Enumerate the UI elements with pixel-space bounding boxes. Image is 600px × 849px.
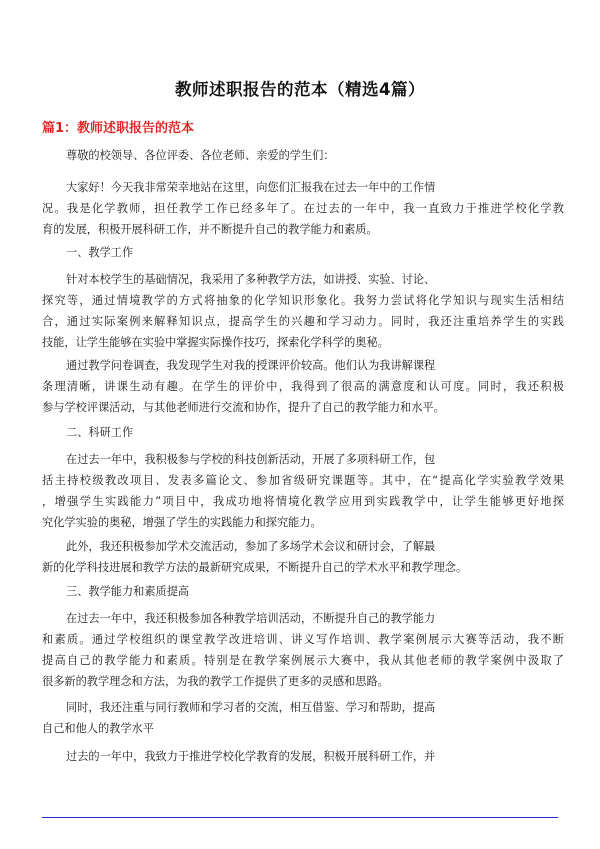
text-line: 况。我是化学教师，担任教学工作已经多年了。在过去的一年中，我一直致力于推进学校化学教 — [42, 202, 564, 215]
heading-ability: 三、教学能力和素质提高 — [66, 585, 190, 598]
research-paragraph-2 — [42, 536, 564, 578]
text-line: 此外，我还积极参加学术交流活动，参加了多场学术会议和研讨会，了解最 — [66, 540, 436, 553]
text-line: 新的化学科技进展和教学方法的最新研究成果，不断提升自己的学术水平和教学理念。 — [42, 561, 468, 574]
greeting-paragraph — [42, 145, 564, 166]
greeting-line: 尊敬的校领导、各位评委、各位老师、亲爱的学生们： — [66, 149, 335, 162]
text-line: 合，通过实际案例来解释知识点，提高学生的兴趣和学习动力。同时，我还注重培养学生的实践 — [42, 315, 564, 328]
text-line: 在过去一年中，我积极参与学校的科技创新活动，开展了多项科研工作，包 — [66, 453, 436, 466]
text-line: 育的发展，积极开展科研工作，并不断提升自己的教学能力和素质。 — [42, 223, 378, 236]
document-title: 教师述职报告的范本（精选4篇） — [175, 80, 425, 99]
ability-paragraph-2 — [42, 697, 564, 739]
ability-paragraph-1 — [42, 608, 564, 692]
text-line: 自己和他人的教学水平 — [42, 722, 154, 735]
text-line: 括主持校级教改项目、发表多篇论文、参加省级研究课题等。其中，在“提高化学实验教学效果 — [42, 474, 564, 487]
intro-paragraph — [42, 177, 564, 240]
text-line: 在过去一年中，我还积极参加各种教学培训活动，不断提升自己的教学能力 — [66, 612, 436, 625]
footer-divider — [42, 817, 558, 818]
teaching-paragraph-2 — [42, 355, 564, 418]
text-line: 过去的一年中，我致力于推进学校化学教育的发展，积极开展科研工作，并 — [66, 750, 436, 763]
text-line: 同时，我还注重与同行教师和学习者的交流，相互借鉴、学习和帮助，提高 — [66, 701, 436, 714]
research-paragraph-1 — [42, 449, 564, 533]
text-line: 技能，让学生能够在实验中掌握实际操作技巧，探索化学科学的奥秘。 — [42, 336, 389, 349]
text-line: 很多新的教学理念和方法，为我的教学工作提供了更多的灵感和思路。 — [42, 675, 389, 688]
text-line: 参与学校评课活动，与其他老师进行交流和协作，提升了自己的教学能力和水平。 — [42, 401, 445, 414]
text-line: 提高自己的教学能力和素质。特别是在教学案例展示大赛中，我从其他老师的教学案例中汲取了 — [42, 654, 564, 667]
text-line: 条理清晰，讲课生动有趣。在学生的评价中，我得到了很高的满意度和认可度。同时，我还积极 — [42, 380, 564, 393]
closing-paragraph — [42, 746, 564, 767]
text-line: 针对本校学生的基础情况，我采用了多种教学方法，如讲授、实验、讨论、 — [66, 273, 436, 286]
text-line: 究化学实验的奥秘，增强了学生的实践能力和探究能力。 — [42, 516, 322, 529]
teaching-paragraph-1 — [42, 269, 564, 353]
section-title: 篇1：教师述职报告的范本 — [42, 121, 195, 136]
text-line: 通过教学问卷调查，我发现学生对我的授课评价较高。他们认为我讲解课程 — [66, 359, 436, 372]
text-line: ，增强学生实践能力”项目中，我成功地将情境化教学应用到实践教学中，让学生能够更好地探 — [42, 495, 564, 508]
text-line: 和素质。通过学校组织的课堂教学改进培训、讲义写作培训、教学案例展示大赛等活动，我不断 — [42, 633, 564, 646]
heading-teaching: 一、教学工作 — [66, 246, 134, 259]
text-line: 探究等，通过情境教学的方式将抽象的化学知识形象化。我努力尝试将化学知识与现实生活相结 — [42, 294, 564, 307]
text-line: 大家好！今天我非常荣幸地站在这里，向您们汇报我在过去一年中的工作情 — [66, 181, 436, 194]
heading-research: 二、科研工作 — [66, 426, 134, 439]
